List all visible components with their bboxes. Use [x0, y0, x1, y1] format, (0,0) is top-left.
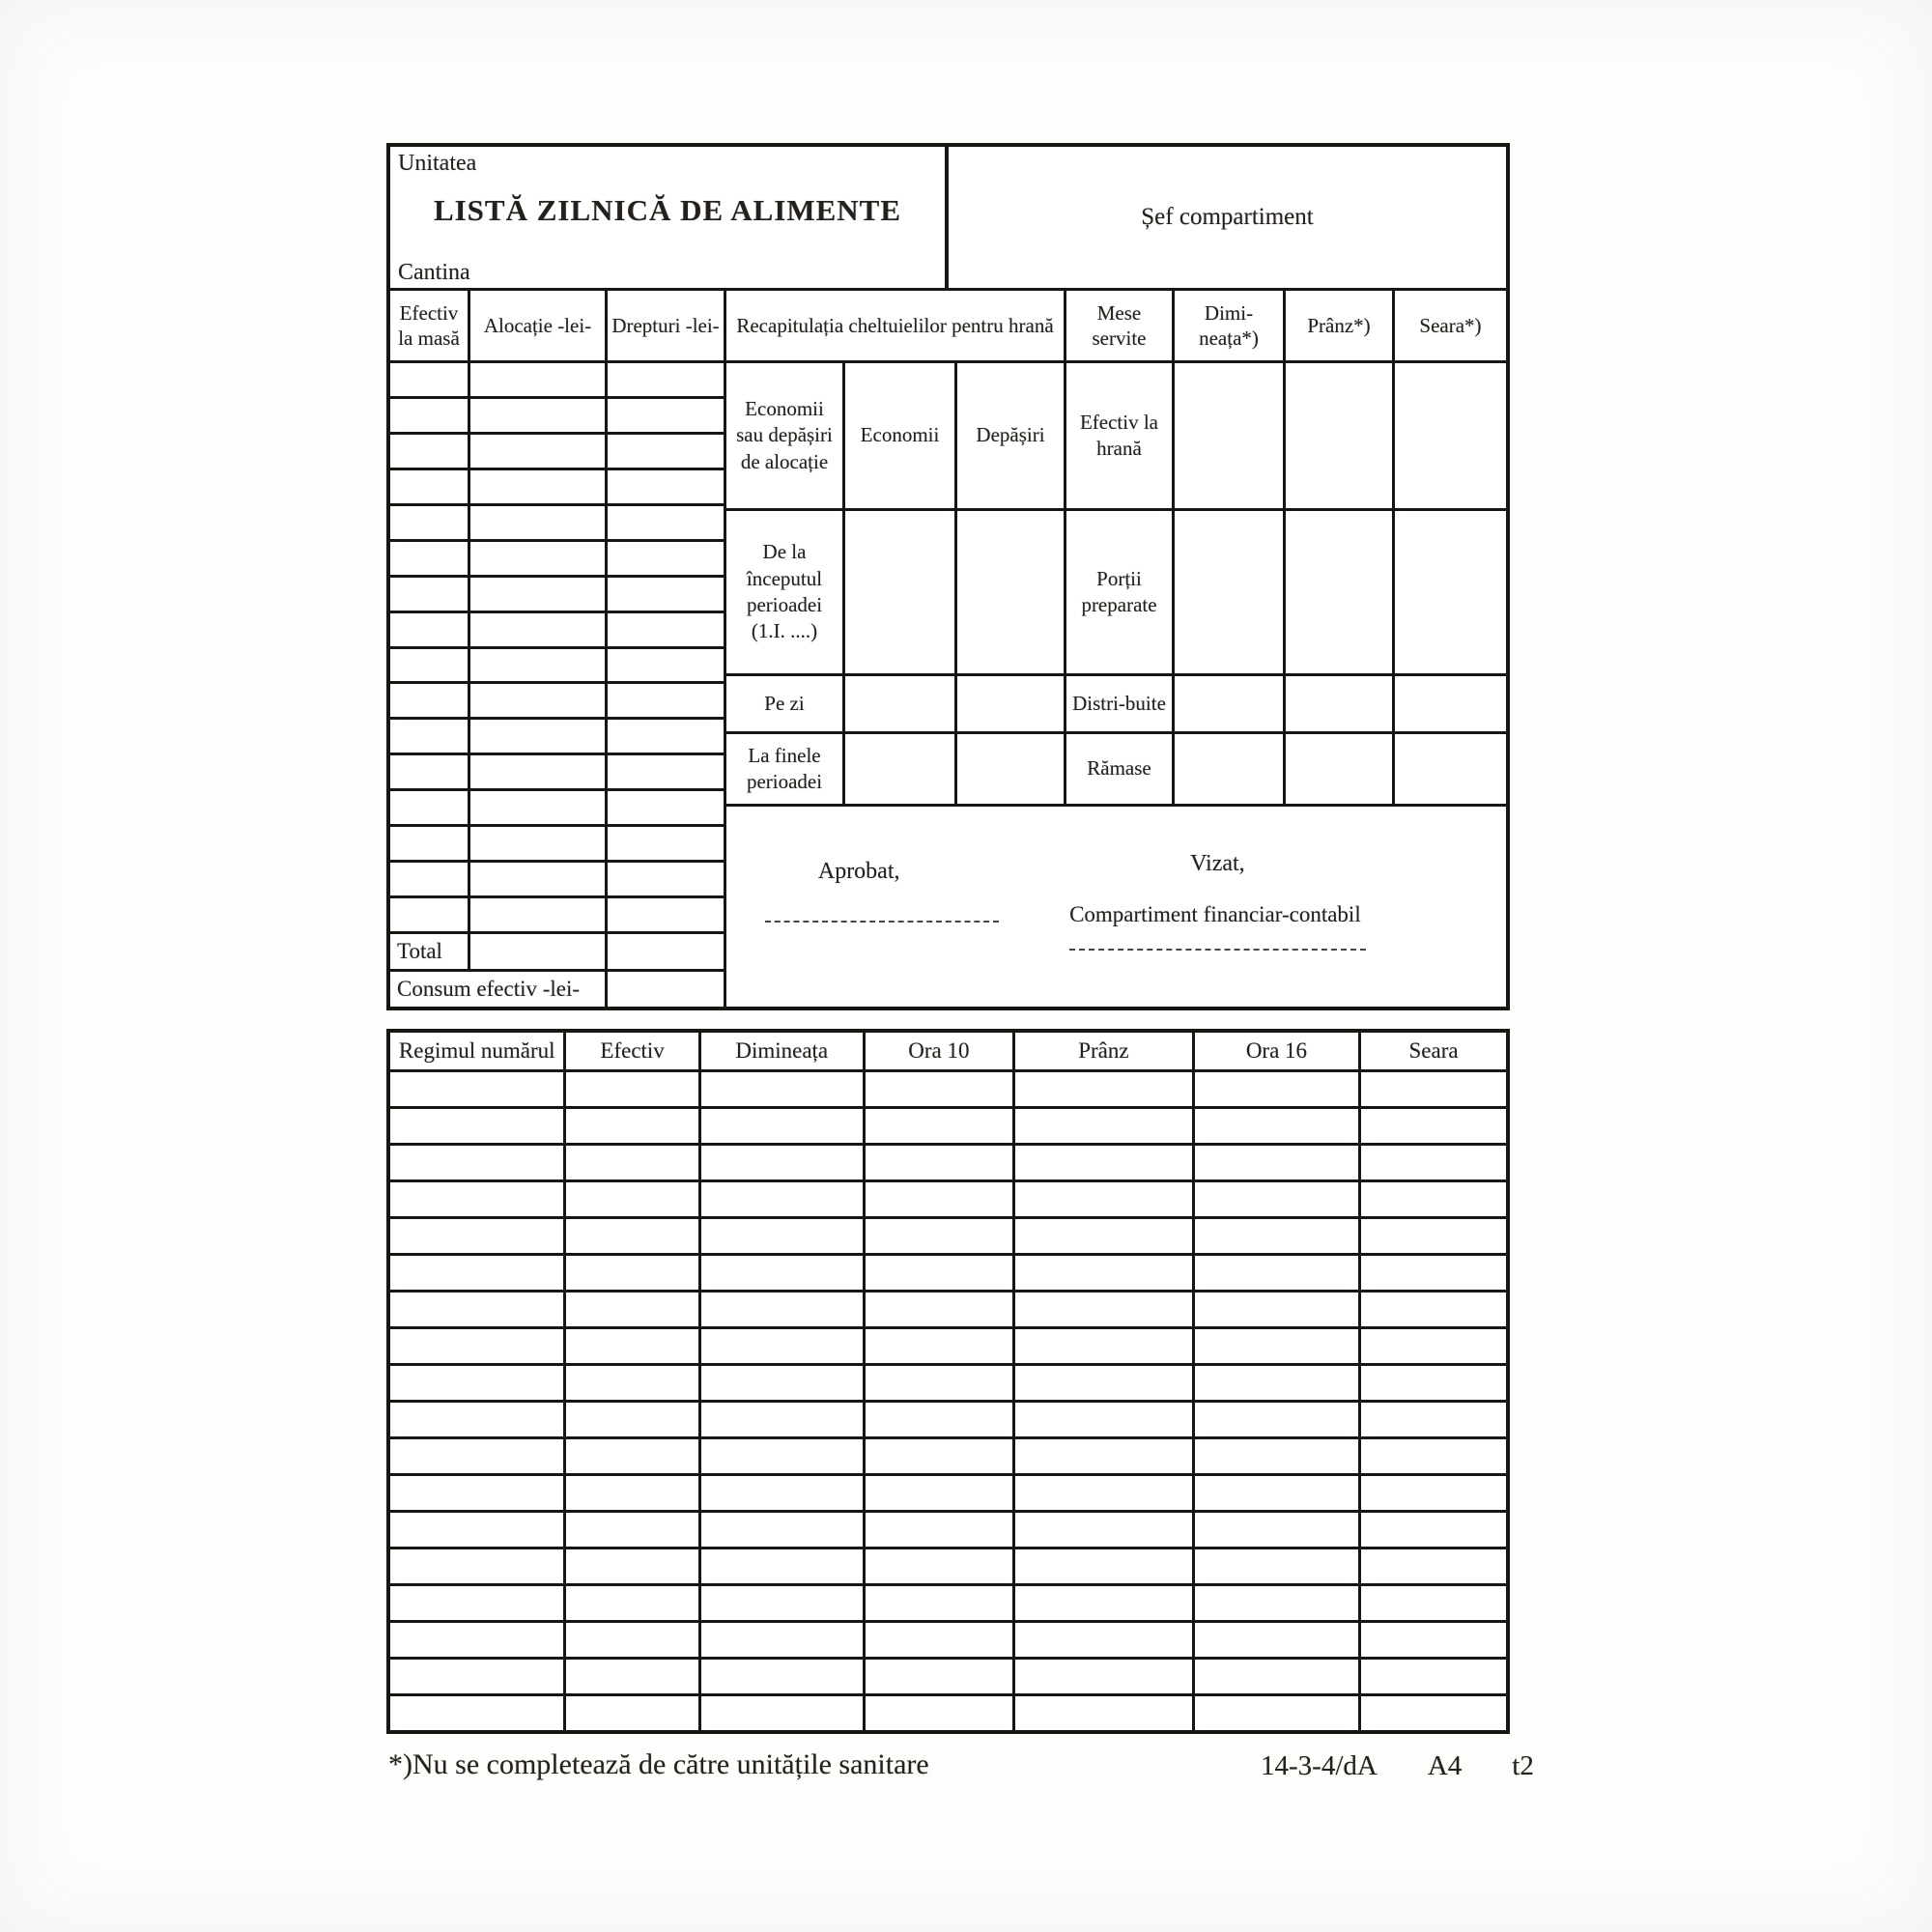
col-header-recapitulatia: Recapitulația cheltuielilor pentru hrană — [726, 291, 1064, 360]
mese-ramase: Rămase — [1066, 734, 1172, 804]
blank-cell — [566, 1586, 697, 1620]
sef-compartiment-label: Șef compartiment — [1141, 204, 1314, 230]
blank-cell — [1015, 1366, 1192, 1400]
blank-cell — [701, 1366, 863, 1400]
blank-cell — [1195, 1329, 1358, 1363]
blank-cell — [566, 1660, 697, 1693]
blank-cell — [701, 1256, 863, 1290]
blank-cell — [390, 1549, 563, 1583]
blank-cell — [608, 470, 724, 503]
blank-cell — [390, 1256, 563, 1290]
blank-cell — [1361, 1256, 1506, 1290]
blank-cell — [608, 791, 724, 824]
blank-cell — [1195, 1586, 1358, 1620]
blank-cell — [608, 363, 724, 396]
blank-cell — [390, 827, 468, 860]
blank-cell — [608, 972, 724, 1007]
blank-cell — [470, 863, 605, 895]
t2-header-pranz: Prânz — [1015, 1033, 1192, 1069]
blank-cell — [390, 542, 468, 575]
blank-cell — [701, 1293, 863, 1326]
blank-cell — [390, 1146, 563, 1179]
blank-cell — [470, 755, 605, 788]
aprobat-label: Aprobat, — [817, 858, 900, 884]
blank-cell — [390, 1293, 563, 1326]
blank-cell — [701, 1549, 863, 1583]
blank-cell — [390, 684, 468, 717]
left-mini-cell — [390, 363, 724, 1007]
aprobat-signature-line — [765, 921, 999, 923]
blank-cell — [701, 1586, 863, 1620]
blank-cell — [566, 1366, 697, 1400]
blank-cell — [566, 1146, 697, 1179]
blank-cell — [1361, 1586, 1506, 1620]
title-cell — [390, 147, 949, 288]
blank-cell — [608, 898, 724, 931]
blank-cell — [1015, 1696, 1192, 1730]
blank-cell — [701, 1660, 863, 1693]
t2-grid — [390, 1033, 1506, 1730]
compartiment-signature-line — [1069, 949, 1366, 951]
blank-cell — [1361, 1182, 1506, 1216]
blank-cell — [866, 1586, 1012, 1620]
blank-cell — [566, 1549, 697, 1583]
blank-cell — [1015, 1403, 1192, 1436]
recap-label-la-finele: La finele perioadei — [726, 734, 842, 804]
left-mini-grid — [390, 363, 724, 1007]
blank-cell — [470, 649, 605, 682]
blank-cell — [608, 542, 724, 575]
blank-cell — [1175, 363, 1283, 508]
blank-cell — [866, 1513, 1012, 1547]
t1-grid — [390, 291, 1506, 1007]
blank-cell — [1015, 1549, 1192, 1583]
blank-cell — [701, 1072, 863, 1106]
blank-cell — [1361, 1293, 1506, 1326]
blank-cell — [701, 1329, 863, 1363]
blank-cell — [470, 578, 605, 611]
blank-cell — [470, 934, 605, 969]
blank-cell — [1015, 1109, 1192, 1143]
blank-cell — [701, 1623, 863, 1657]
blank-cell — [1361, 1549, 1506, 1583]
edition-code: t2 — [1512, 1750, 1534, 1781]
blank-cell — [608, 506, 724, 539]
blank-cell — [701, 1476, 863, 1510]
blank-cell — [1395, 734, 1506, 804]
blank-cell — [866, 1623, 1012, 1657]
regim-table — [386, 1029, 1510, 1734]
mese-efectiv-la-hrana: Efectiv la hrană — [1066, 363, 1172, 508]
blank-cell — [470, 827, 605, 860]
blank-cell — [566, 1256, 697, 1290]
blank-cell — [470, 506, 605, 539]
blank-cell — [390, 506, 468, 539]
blank-cell — [845, 511, 954, 673]
blank-cell — [608, 720, 724, 753]
blank-cell — [1015, 1513, 1192, 1547]
blank-cell — [701, 1146, 863, 1179]
blank-cell — [566, 1182, 697, 1216]
mese-distribuite: Distri-buite — [1066, 676, 1172, 731]
blank-cell — [390, 1072, 563, 1106]
blank-cell — [566, 1219, 697, 1253]
blank-cell — [1015, 1219, 1192, 1253]
col-header-seara: Seara*) — [1395, 291, 1506, 360]
t2-header-dimineata: Dimineața — [701, 1033, 863, 1069]
t2-header-regimul-numarul: Regimul numărul — [390, 1033, 563, 1069]
consum-efectiv-cell: Consum efectiv -lei- — [390, 972, 605, 1007]
blank-cell — [1361, 1219, 1506, 1253]
blank-cell — [866, 1439, 1012, 1473]
recap-label-pe-zi: Pe zi — [726, 676, 842, 731]
blank-cell — [470, 435, 605, 468]
blank-cell — [1195, 1660, 1358, 1693]
t2-header-seara: Seara — [1361, 1033, 1506, 1069]
blank-cell — [390, 1403, 563, 1436]
blank-cell — [390, 1219, 563, 1253]
blank-cell — [470, 791, 605, 824]
blank-cell — [608, 827, 724, 860]
sef-compartiment-cell — [949, 147, 1506, 288]
blank-cell — [390, 613, 468, 646]
blank-cell — [1395, 511, 1506, 673]
blank-cell — [566, 1476, 697, 1510]
blank-cell — [390, 363, 468, 396]
blank-cell — [1195, 1219, 1358, 1253]
blank-cell — [566, 1623, 697, 1657]
blank-cell — [1015, 1256, 1192, 1290]
blank-cell — [866, 1293, 1012, 1326]
blank-cell — [1286, 676, 1392, 731]
blank-cell — [866, 1219, 1012, 1253]
blank-cell — [608, 755, 724, 788]
blank-cell — [390, 435, 468, 468]
blank-cell — [1361, 1476, 1506, 1510]
unitatea-label: Unitatea — [398, 151, 477, 176]
blank-cell — [1175, 676, 1283, 731]
blank-cell — [470, 684, 605, 717]
blank-cell — [1395, 676, 1506, 731]
blank-cell — [566, 1072, 697, 1106]
blank-cell — [1015, 1293, 1192, 1326]
blank-cell — [866, 1146, 1012, 1179]
blank-cell — [390, 898, 468, 931]
blank-cell — [608, 863, 724, 895]
blank-cell — [390, 1329, 563, 1363]
blank-cell — [1195, 1182, 1358, 1216]
t2-header-ora-16: Ora 16 — [1195, 1033, 1358, 1069]
footer-code — [1261, 1750, 1534, 1782]
mese-portii-preparate: Porții preparate — [1066, 511, 1172, 673]
blank-cell — [608, 684, 724, 717]
blank-cell — [1195, 1109, 1358, 1143]
recap-sub-depasiri: Depășiri — [957, 363, 1064, 508]
blank-cell — [866, 1182, 1012, 1216]
blank-cell — [866, 1476, 1012, 1510]
recap-label-economii-sau-depasiri: Economii sau depășiri de alocație — [726, 363, 842, 508]
blank-cell — [390, 720, 468, 753]
blank-cell — [1195, 1439, 1358, 1473]
blank-cell — [390, 1182, 563, 1216]
blank-cell — [1195, 1476, 1358, 1510]
blank-cell — [1286, 734, 1392, 804]
blank-cell — [1286, 363, 1392, 508]
total-label-cell: Total — [390, 934, 468, 969]
blank-cell — [1195, 1696, 1358, 1730]
col-header-mese-servite: Mese servite — [1066, 291, 1172, 360]
col-header-pranz: Prânz*) — [1286, 291, 1392, 360]
blank-cell — [470, 898, 605, 931]
blank-cell — [608, 435, 724, 468]
blank-cell — [1015, 1072, 1192, 1106]
blank-cell — [1015, 1146, 1192, 1179]
blank-cell — [608, 934, 724, 969]
blank-cell — [608, 649, 724, 682]
blank-cell — [566, 1293, 697, 1326]
paper-format: A4 — [1427, 1750, 1463, 1781]
col-header-efectiv-la-masa: Efectiv la masă — [390, 291, 468, 360]
blank-cell — [866, 1256, 1012, 1290]
blank-cell — [390, 1696, 563, 1730]
blank-cell — [390, 470, 468, 503]
blank-cell — [1361, 1366, 1506, 1400]
blank-cell — [470, 542, 605, 575]
blank-cell — [390, 1439, 563, 1473]
compartiment-financiar-label: Compartiment financiar-contabil — [1069, 902, 1361, 927]
blank-cell — [845, 676, 954, 731]
blank-cell — [566, 1329, 697, 1363]
blank-cell — [1361, 1696, 1506, 1730]
blank-cell — [566, 1439, 697, 1473]
title-row — [390, 147, 1506, 291]
blank-cell — [1195, 1256, 1358, 1290]
blank-cell — [1361, 1109, 1506, 1143]
blank-cell — [566, 1403, 697, 1436]
blank-cell — [470, 720, 605, 753]
blank-cell — [390, 649, 468, 682]
col-header-drepturi: Drepturi -lei- — [608, 291, 724, 360]
blank-cell — [390, 1513, 563, 1547]
blank-cell — [1395, 363, 1506, 508]
blank-cell — [701, 1513, 863, 1547]
blank-cell — [608, 399, 724, 432]
blank-cell — [1015, 1439, 1192, 1473]
blank-cell — [566, 1696, 697, 1730]
blank-cell — [390, 863, 468, 895]
col-header-dimineata: Dimi-neața*) — [1175, 291, 1283, 360]
blank-cell — [390, 578, 468, 611]
blank-cell — [390, 755, 468, 788]
recap-label-de-la-inceputul: De la începutul perioadei (1.I. ....) — [726, 511, 842, 673]
blank-cell — [1015, 1660, 1192, 1693]
blank-cell — [1195, 1513, 1358, 1547]
blank-cell — [1015, 1623, 1192, 1657]
blank-cell — [470, 613, 605, 646]
blank-cell — [701, 1219, 863, 1253]
blank-cell — [390, 1623, 563, 1657]
form-code: 14-3-4/dA — [1261, 1750, 1378, 1781]
blank-cell — [566, 1513, 697, 1547]
blank-cell — [1361, 1403, 1506, 1436]
blank-cell — [1195, 1293, 1358, 1326]
blank-cell — [957, 676, 1064, 731]
blank-cell — [866, 1696, 1012, 1730]
blank-cell — [866, 1366, 1012, 1400]
blank-cell — [866, 1549, 1012, 1583]
blank-cell — [701, 1696, 863, 1730]
form-title: LISTĂ ZILNICĂ DE ALIMENTE — [433, 193, 902, 227]
blank-cell — [1361, 1513, 1506, 1547]
blank-cell — [470, 470, 605, 503]
blank-cell — [866, 1329, 1012, 1363]
blank-cell — [1015, 1182, 1192, 1216]
blank-cell — [390, 1366, 563, 1400]
blank-cell — [1361, 1660, 1506, 1693]
blank-cell — [701, 1439, 863, 1473]
blank-cell — [1361, 1329, 1506, 1363]
blank-cell — [470, 399, 605, 432]
approval-area — [726, 807, 1506, 1007]
vizat-label: Vizat, — [1190, 850, 1245, 876]
blank-cell — [1175, 511, 1283, 673]
blank-cell — [866, 1403, 1012, 1436]
blank-cell — [957, 734, 1064, 804]
blank-cell — [1195, 1366, 1358, 1400]
daily-food-list-table — [386, 143, 1510, 1010]
blank-cell — [608, 578, 724, 611]
blank-cell — [1015, 1476, 1192, 1510]
blank-cell — [866, 1109, 1012, 1143]
t2-header-ora-10: Ora 10 — [866, 1033, 1012, 1069]
cantina-label: Cantina — [398, 260, 470, 285]
recap-sub-economii: Economii — [845, 363, 954, 508]
blank-cell — [1195, 1403, 1358, 1436]
blank-cell — [866, 1072, 1012, 1106]
blank-cell — [390, 1109, 563, 1143]
blank-cell — [470, 363, 605, 396]
blank-cell — [390, 791, 468, 824]
blank-cell — [566, 1109, 697, 1143]
blank-cell — [1361, 1439, 1506, 1473]
t2-header-efectiv: Efectiv — [566, 1033, 697, 1069]
blank-cell — [1361, 1072, 1506, 1106]
col-header-alocatie: Alocație -lei- — [470, 291, 605, 360]
blank-cell — [866, 1660, 1012, 1693]
blank-cell — [390, 399, 468, 432]
blank-cell — [1195, 1146, 1358, 1179]
blank-cell — [957, 511, 1064, 673]
blank-cell — [1175, 734, 1283, 804]
blank-cell — [1015, 1329, 1192, 1363]
blank-cell — [845, 734, 954, 804]
footer-note: *)Nu se completează de către unitățile sanitare — [388, 1748, 929, 1780]
blank-cell — [1015, 1586, 1192, 1620]
blank-cell — [701, 1403, 863, 1436]
blank-cell — [1195, 1623, 1358, 1657]
blank-cell — [701, 1182, 863, 1216]
blank-cell — [390, 1586, 563, 1620]
blank-cell — [608, 613, 724, 646]
blank-cell — [1286, 511, 1392, 673]
blank-cell — [1195, 1549, 1358, 1583]
blank-cell — [390, 1660, 563, 1693]
blank-cell — [1361, 1623, 1506, 1657]
blank-cell — [1361, 1146, 1506, 1179]
blank-cell — [701, 1109, 863, 1143]
blank-cell — [390, 1476, 563, 1510]
blank-cell — [1195, 1072, 1358, 1106]
